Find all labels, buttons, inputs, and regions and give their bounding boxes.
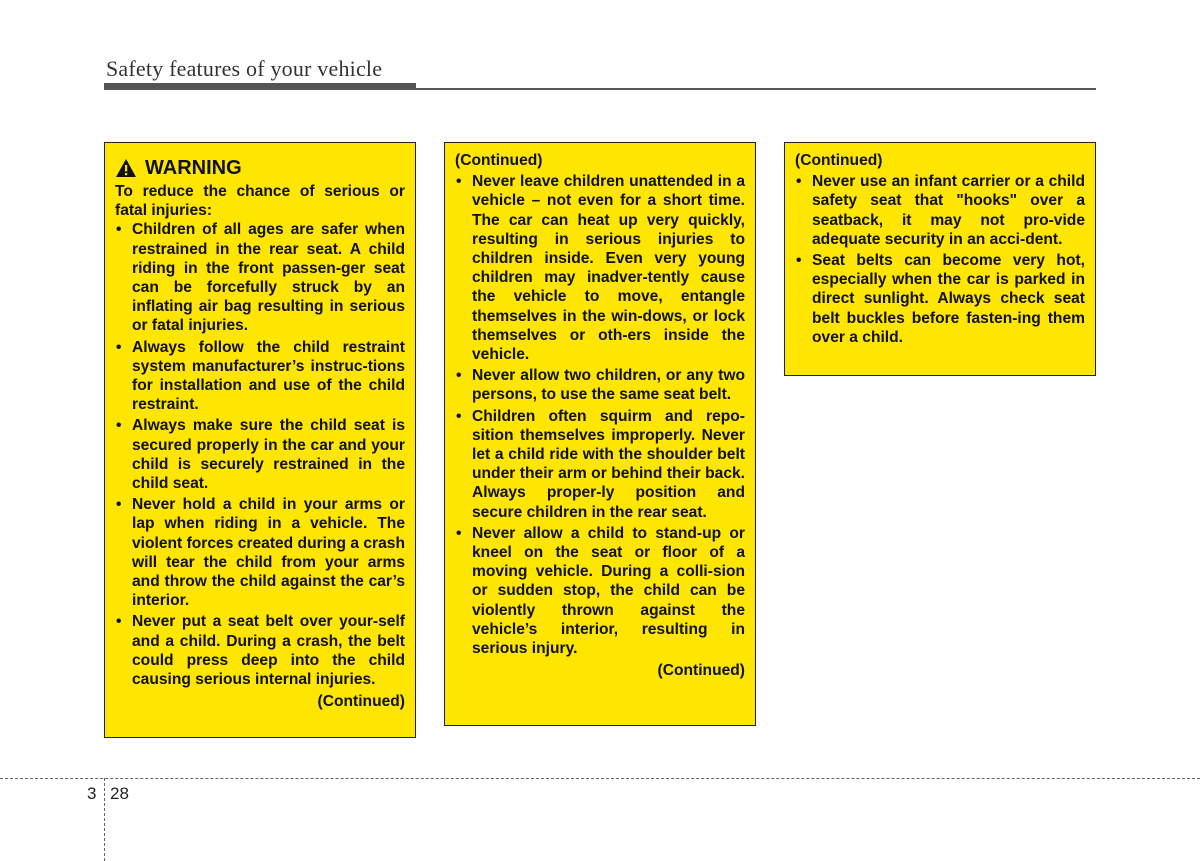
list-item-text: Always make sure the child seat is secured properly in the car and your child is securely restrained in the child seat. bbox=[132, 417, 405, 493]
list-item: • Never put a seat belt over your-self and a child. During a crash, the belt could press deep into the child causing serious internal injuries. bbox=[116, 613, 405, 689]
footer-divider bbox=[0, 778, 1200, 779]
warning-heading bbox=[115, 156, 405, 180]
warning-list bbox=[795, 172, 1085, 347]
list-item: • Never allow two children, or any two persons, to use the same seat belt. bbox=[456, 367, 745, 404]
header-rule-thick bbox=[104, 83, 416, 90]
list-item-text: Children of all ages are safer when restrained in the rear seat. A child riding in the front passen-ger seat can be forcefully struck by an inflating air bag resulting in serious or fatal injuries. bbox=[132, 221, 405, 335]
list-item-text: Seat belts can become very hot, especially when the car is parked in direct sunlight. Always check seat belt buckles before fasten-ing them over a child. bbox=[812, 252, 1085, 346]
page-header-title: Safety features of your vehicle bbox=[106, 56, 383, 81]
list-item: • Seat belts can become very hot, especially when the car is parked in direct sunlight. Always check seat belt buckles before fasten-ing them over a child. bbox=[796, 252, 1085, 346]
continued-label: (Continued) bbox=[317, 693, 405, 711]
list-item: • Children often squirm and repo-sition themselves improperly. Never let a child ride with the shoulder belt under their arm or behind their back. Always proper-ly position and secure children in the rear seat. bbox=[456, 407, 745, 521]
header-rule-thin bbox=[416, 88, 1096, 90]
footer-vertical-divider bbox=[104, 778, 105, 861]
list-item-text: Never allow two children, or any two persons, to use the same seat belt. bbox=[472, 367, 745, 404]
warning-box-continued-2 bbox=[784, 142, 1096, 376]
list-item-text: Children often squirm and repo-sition themselves improperly. Never let a child ride with the shoulder belt under their arm or behind their back. Always proper-ly position and secure children in the rear seat. bbox=[472, 407, 745, 521]
warning-list bbox=[455, 172, 745, 658]
page-number: 28 bbox=[110, 784, 129, 803]
list-item-text: Never allow a child to stand-up or kneel on the seat or floor of a moving vehicle. During a colli-sion or sudden stop, the child can be violently thrown against the vehicle’s interior, resulting in serious injury. bbox=[472, 524, 745, 658]
list-item-text: Never hold a child in your arms or lap when riding in a vehicle. The violent forces created during a crash will tear the child from your arms and throw the child against the car’s interior. bbox=[132, 496, 405, 610]
list-item-text: Never put a seat belt over your-self and a child. During a crash, the belt could press deep into the child causing serious internal injuries. bbox=[132, 613, 405, 689]
continued-heading: (Continued) bbox=[795, 152, 883, 169]
continued-heading: (Continued) bbox=[455, 152, 543, 169]
list-item-text: Always follow the child restraint system manufacturer’s instruc-tions for installation and use of the child restraint. bbox=[132, 338, 405, 414]
warning-list bbox=[115, 220, 405, 689]
warning-intro: To reduce the chance of serious or fatal injuries: bbox=[115, 183, 405, 220]
list-item: • Never use an infant carrier or a child safety seat that "hooks" over a seatback, it may not pro-vide adequate security in an acci-dent. bbox=[796, 173, 1085, 248]
chapter-number: 3 bbox=[87, 784, 97, 803]
warning-box-continued-1 bbox=[444, 142, 756, 726]
list-item: • Never allow a child to stand-up or kneel on the seat or floor of a moving vehicle. During a colli-sion or sudden stop, the child can be violently thrown against the vehicle’s interior, resulting in serious injury. bbox=[456, 524, 745, 658]
warning-box bbox=[104, 142, 416, 738]
warning-triangle-icon bbox=[115, 158, 137, 178]
list-item-text: Never leave children unattended in a vehicle – not even for a short time. The car can heat up very quickly, resulting in serious injuries to children inside. Even very young children may inadver-tently cause the vehicle to move, entangle themselves in the win-dows, or lock themselves or oth-ers inside the vehicle. bbox=[472, 173, 745, 364]
list-item: • Never leave children unattended in a vehicle – not even for a short time. The car can heat up very quickly, resulting in serious injuries to children inside. Even very young children may inadver-tently cause the vehicle to move, entangle themselves in the win-dows, or lock themselves or oth-ers inside the vehicle. bbox=[456, 173, 745, 364]
list-item: • Always follow the child restraint system manufacturer’s instruc-tions for installation and use of the child restraint. bbox=[116, 338, 405, 414]
continued-label: (Continued) bbox=[657, 662, 745, 680]
list-item-text: Never use an infant carrier or a child safety seat that "hooks" over a seatback, it may not pro-vide adequate security in an acci-dent. bbox=[812, 173, 1085, 248]
list-item: • Always make sure the child seat is secured properly in the car and your child is securely restrained in the child seat. bbox=[116, 417, 405, 493]
list-item: • Children of all ages are safer when restrained in the rear seat. A child riding in the front passen-ger seat can be forcefully struck by an inflating air bag resulting in serious or fatal injuries. bbox=[116, 221, 405, 335]
warning-heading-label: WARNING bbox=[145, 157, 242, 179]
list-item: • Never hold a child in your arms or lap when riding in a vehicle. The violent forces created during a crash will tear the child from your arms and throw the child against the car’s interior. bbox=[116, 496, 405, 610]
